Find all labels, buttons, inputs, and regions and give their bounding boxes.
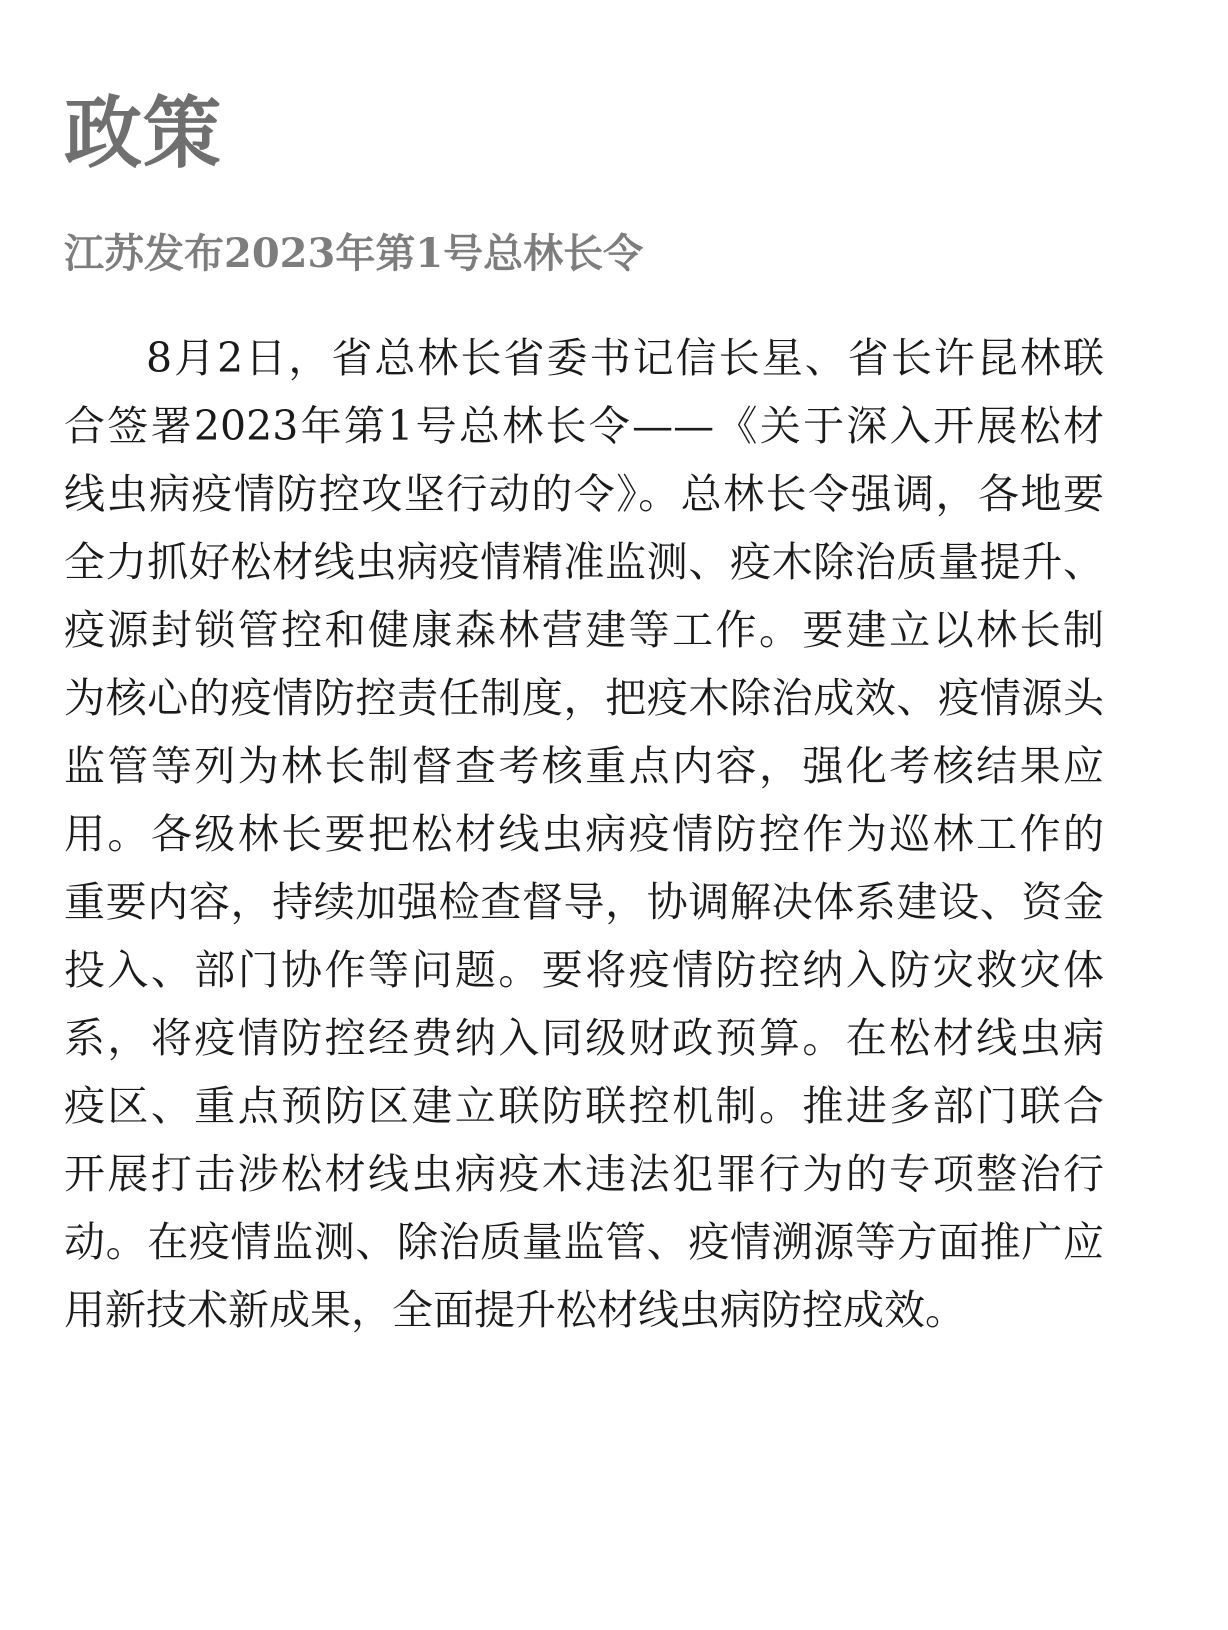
body-line: 用。各级林长要把松材线虫病疫情防控作为巡林工作的 xyxy=(64,810,1104,858)
body-line: 合签署2023年第1号总林长令——《关于深入开展松材 xyxy=(64,402,1104,450)
body-line: 8月2日，省总林长省委书记信长星、省长许昆林联 xyxy=(146,334,1104,382)
body-line: 全力抓好松材线虫病疫情精准监测、疫木除治质量提升、 xyxy=(64,538,1104,586)
body-line: 重要内容，持续加强检查督导，协调解决体系建设、资金 xyxy=(64,878,1104,926)
article-title: 江苏发布2023年第1号总林长令 xyxy=(64,230,644,277)
article-body xyxy=(64,328,1104,1348)
body-line: 开展打击涉松材线虫病疫木违法犯罪行为的专项整治行 xyxy=(64,1150,1104,1198)
body-line: 用新技术新成果，全面提升松材线虫病防控成效。 xyxy=(64,1286,966,1334)
section-label: 政策 xyxy=(64,89,223,179)
body-line: 线虫病疫情防控攻坚行动的令》。总林长令强调，各地要 xyxy=(64,470,1104,518)
body-line: 为核心的疫情防控责任制度，把疫木除治成效、疫情源头 xyxy=(64,674,1104,722)
body-line: 疫区、重点预防区建立联防联控机制。推进多部门联合 xyxy=(64,1082,1104,1130)
body-line: 动。在疫情监测、除治质量监管、疫情溯源等方面推广应 xyxy=(64,1218,1104,1266)
body-line: 投入、部门协作等问题。要将疫情防控纳入防灾救灾体 xyxy=(64,946,1104,994)
body-line: 监管等列为林长制督查考核重点内容，强化考核结果应 xyxy=(64,742,1104,790)
body-line: 疫源封锁管控和健康森林营建等工作。要建立以林长制 xyxy=(64,606,1104,654)
body-line: 系，将疫情防控经费纳入同级财政预算。在松材线虫病 xyxy=(64,1014,1104,1062)
